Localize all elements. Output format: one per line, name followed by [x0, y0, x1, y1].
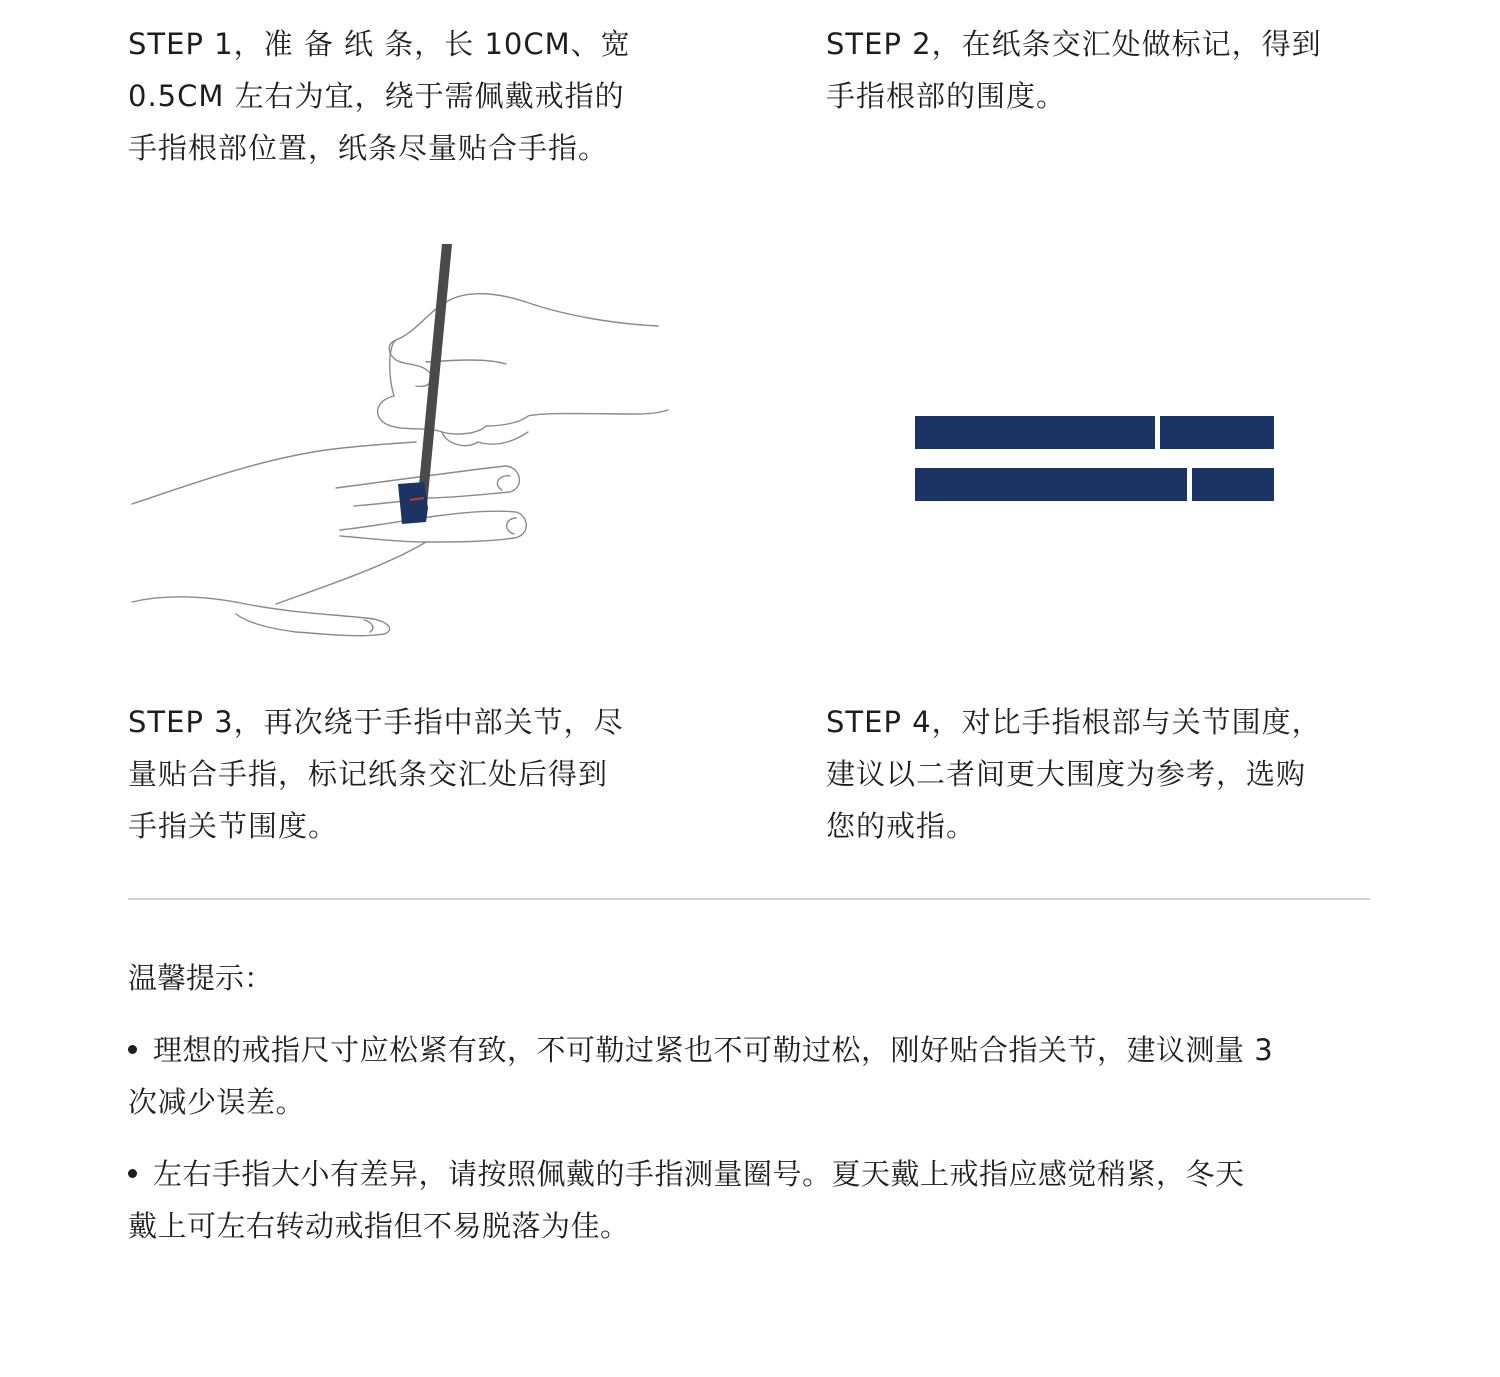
- step-1-line-1: STEP 1，准 备 纸 条，长 10CM、宽: [128, 27, 631, 61]
- hand-wrapping-paper-strip-icon: [126, 236, 686, 646]
- tip-2-line-1: 左右手指大小有差异，请按照佩戴的手指测量圈号。夏天戴上戒指应感觉稍紧，冬天: [153, 1157, 1245, 1191]
- tip-1-line-1: 理想的戒指尺寸应松紧有致，不可勒过紧也不可勒过松，刚好贴合指关节，建议测量 3: [153, 1033, 1274, 1067]
- tips-title: 温馨提示：: [128, 961, 274, 995]
- step-3-line-1: STEP 3，再次绕于手指中部关节，尽: [128, 705, 624, 739]
- step-1-line-3: 手指根部位置，纸条尽量贴合手指。: [128, 131, 609, 165]
- step-4-line-2: 建议以二者间更大围度为参考，选购: [826, 757, 1307, 791]
- tip-2-line-2: 戴上可左右转动戒指但不易脱落为佳。: [128, 1209, 630, 1243]
- step-4-line-3: 您的戒指。: [826, 809, 977, 843]
- step-4-line-1: STEP 4，对比手指根部与关节围度，: [826, 705, 1322, 739]
- step-3-text: [128, 696, 688, 852]
- step-2-text: [826, 18, 1386, 122]
- tip-item: [128, 1148, 1378, 1252]
- bullet-icon: [128, 1169, 137, 1178]
- step-4-text: [826, 696, 1386, 852]
- paper-strip-marked-icon: [910, 410, 1280, 510]
- step-2-line-2: 手指根部的围度。: [826, 79, 1067, 113]
- section-divider: [128, 898, 1370, 900]
- step-1-text: [128, 18, 688, 174]
- step-3-line-3: 手指关节围度。: [128, 809, 339, 843]
- step-3-line-2: 量贴合手指，标记纸条交汇处后得到: [128, 757, 609, 791]
- step-2-line-1: STEP 2，在纸条交汇处做标记，得到: [826, 27, 1322, 61]
- step-1-line-2: 0.5CM 左右为宜，绕于需佩戴戒指的: [128, 79, 625, 113]
- tip-1-line-2: 次减少误差。: [128, 1085, 306, 1119]
- tip-item: [128, 1024, 1378, 1128]
- bullet-icon: [128, 1045, 137, 1054]
